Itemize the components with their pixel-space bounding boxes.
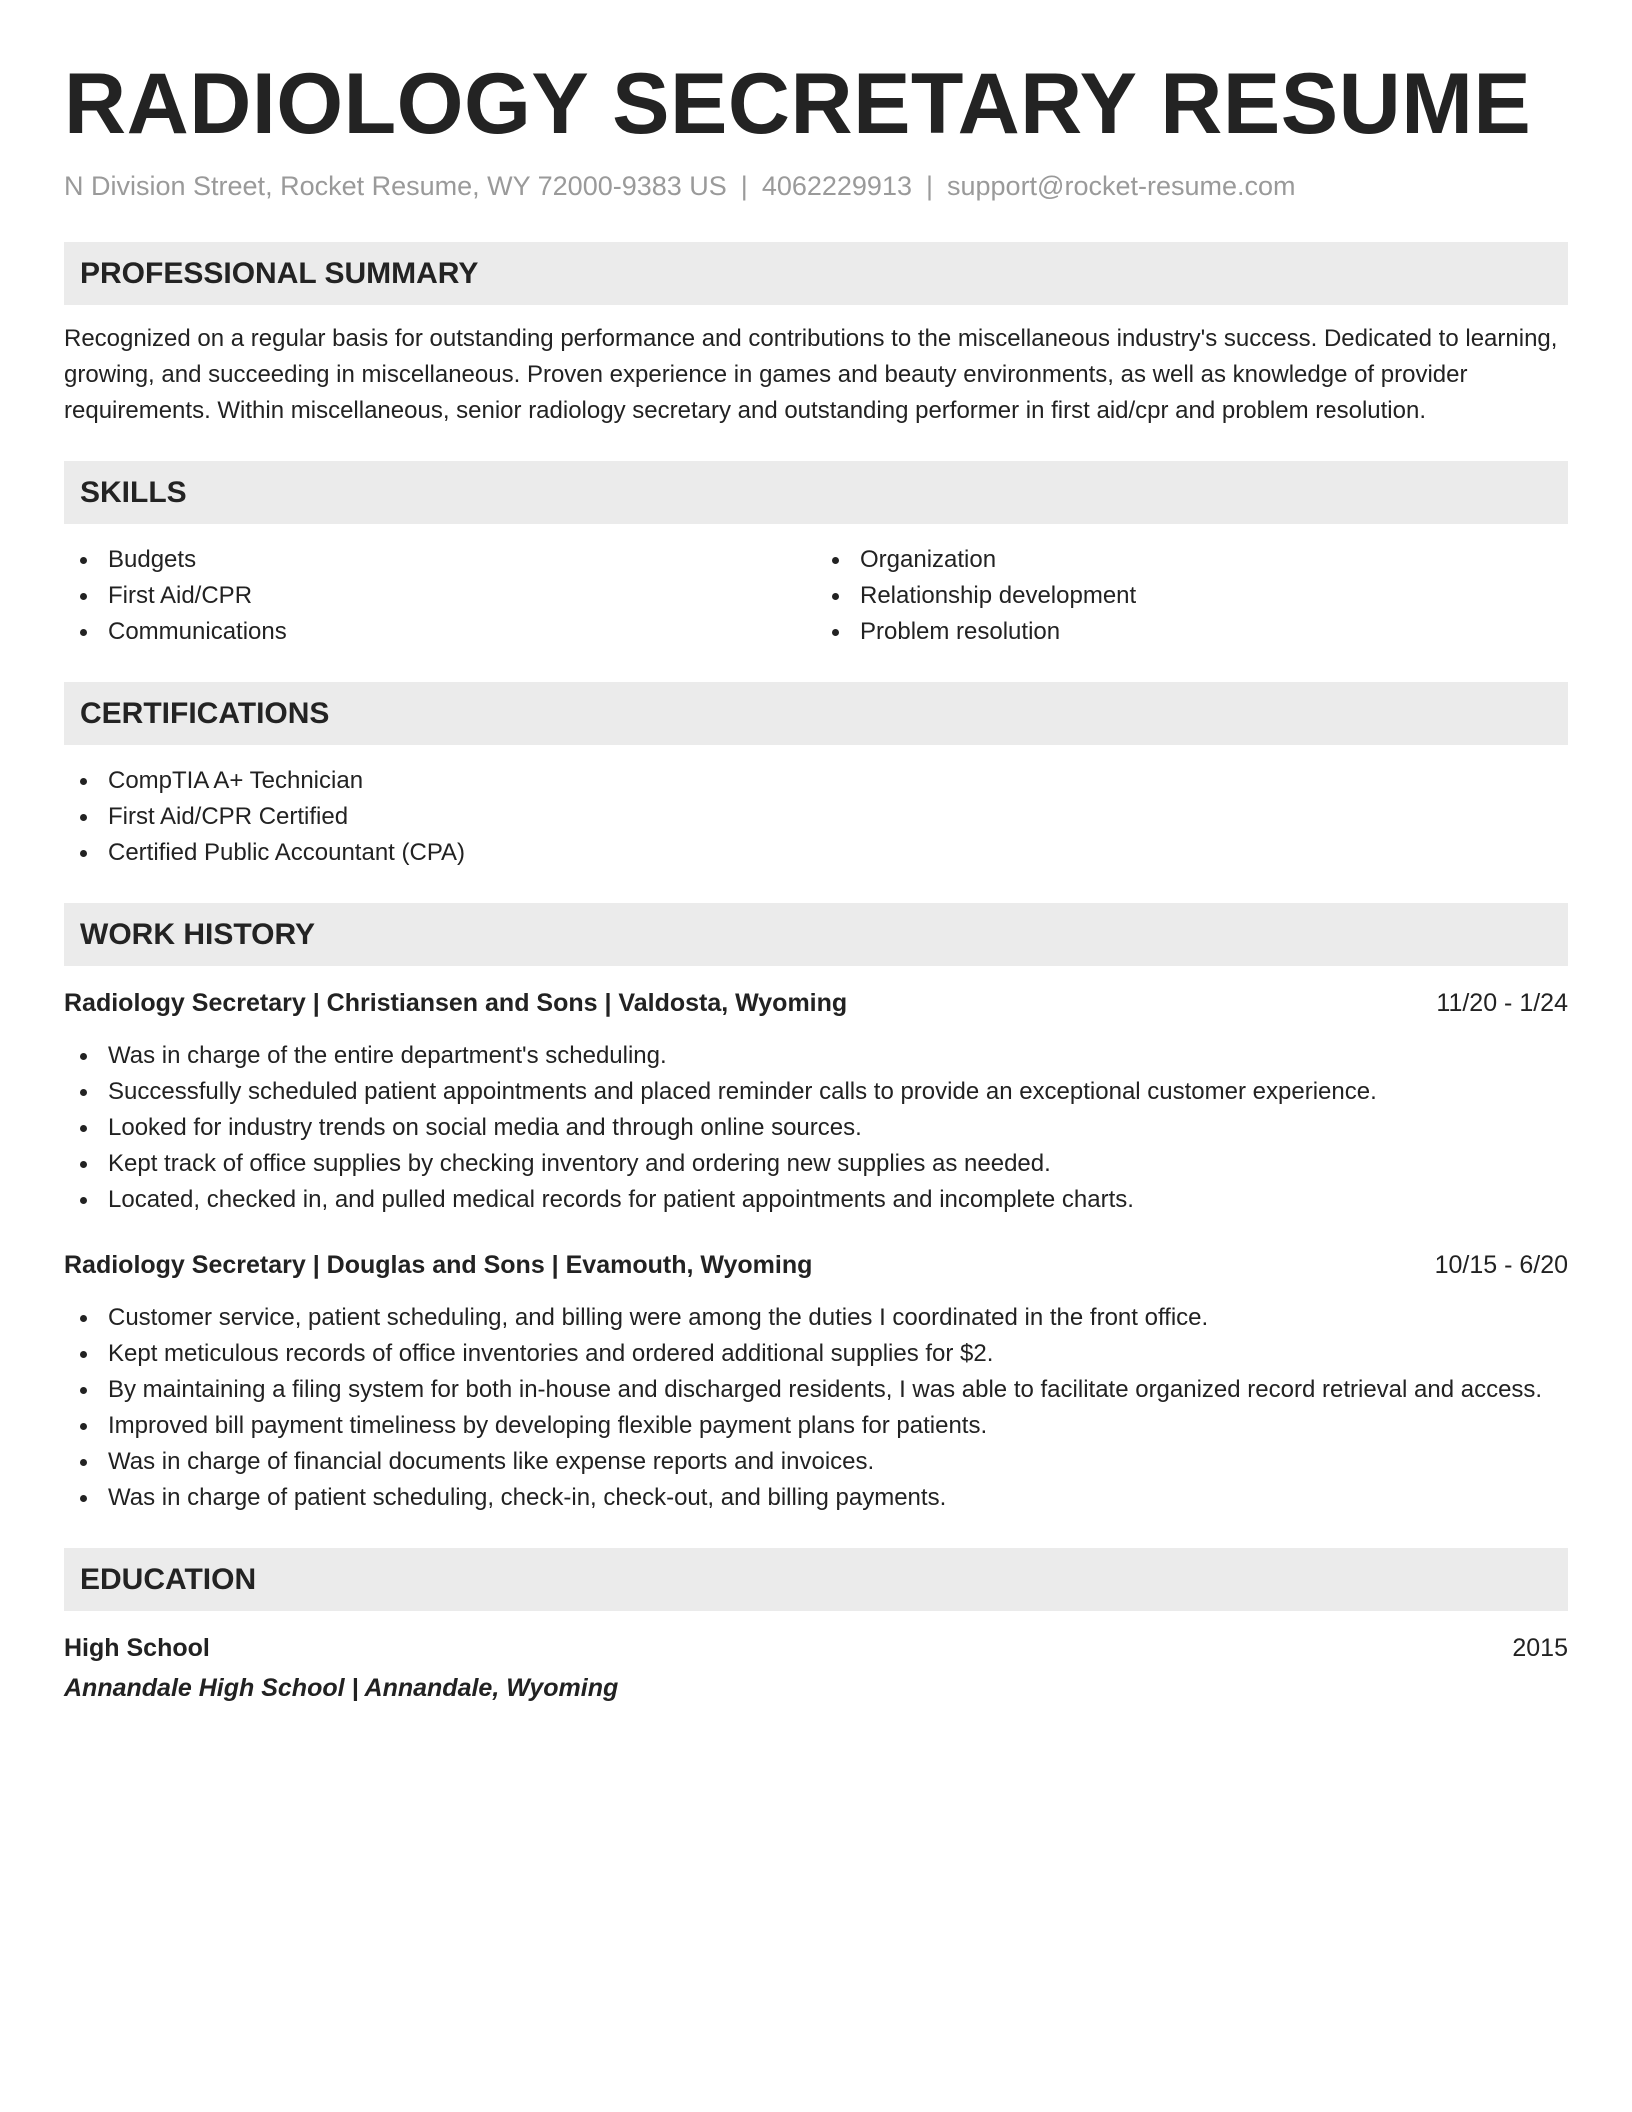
job-header: [64, 986, 1568, 1020]
job-dates: 10/15 - 6/20: [1434, 1251, 1568, 1279]
job-duty: Looked for industry trends on social media and through online sources.: [64, 1110, 1568, 1146]
resume-title: RADIOLOGY SECRETARY RESUME: [64, 56, 1532, 152]
contact-line: [64, 168, 1568, 204]
education-school: Annandale High School | Annandale, Wyoming: [64, 1674, 619, 1702]
certifications-list: [64, 763, 1568, 871]
skill-item: Budgets: [64, 542, 816, 578]
skill-item: Communications: [64, 614, 816, 650]
section-header-skills: SKILLS: [64, 461, 1568, 524]
job-duty: Kept track of office supplies by checking inventory and ordering new supplies as needed.: [64, 1146, 1568, 1182]
job-duty: Was in charge of financial documents like expense reports and invoices.: [64, 1444, 1568, 1480]
job-dates: 11/20 - 1/24: [1436, 989, 1568, 1017]
job-title: Radiology Secretary | Christiansen and Sons | Valdosta, Wyoming: [64, 989, 848, 1017]
skill-item: Organization: [816, 542, 1568, 578]
education-degree: High School: [64, 1634, 210, 1662]
job-header: [64, 1248, 1568, 1282]
contact-email: support@rocket-resume.com: [947, 171, 1296, 201]
section-header-work-history: WORK HISTORY: [64, 903, 1568, 966]
job-title: Radiology Secretary | Douglas and Sons | Evamouth, Wyoming: [64, 1251, 813, 1279]
section-header-education: EDUCATION: [64, 1548, 1568, 1611]
skills-column-right: [816, 542, 1568, 650]
section-header-summary: PROFESSIONAL SUMMARY: [64, 242, 1568, 305]
job-duty: Kept meticulous records of office inventories and ordered additional supplies for $2.: [64, 1336, 1568, 1372]
skill-item: Relationship development: [816, 578, 1568, 614]
skills-column-left: [64, 542, 816, 650]
certification-item: First Aid/CPR Certified: [64, 799, 1568, 835]
job-duty: Successfully scheduled patient appointments and placed reminder calls to provide an exceptional customer experience.: [64, 1074, 1568, 1110]
contact-separator: |: [740, 171, 748, 201]
job-duty: By maintaining a filing system for both in-house and discharged residents, I was able to facilitate organized record retrieval and access.: [64, 1372, 1568, 1408]
job-duty: Improved bill payment timeliness by developing flexible payment plans for patients.: [64, 1408, 1568, 1444]
job-entry: [64, 986, 1568, 1218]
certification-item: Certified Public Accountant (CPA): [64, 835, 1568, 871]
contact-address: N Division Street, Rocket Resume, WY 72000-9383 US: [64, 171, 727, 201]
job-duties-list: [64, 1038, 1568, 1218]
job-entry: [64, 1248, 1568, 1516]
certification-item: CompTIA A+ Technician: [64, 763, 1568, 799]
job-duty: Was in charge of the entire department's scheduling.: [64, 1038, 1568, 1074]
job-duty: Customer service, patient scheduling, and billing were among the duties I coordinated in the front office.: [64, 1300, 1568, 1336]
skill-item: Problem resolution: [816, 614, 1568, 650]
education-header: [64, 1631, 1568, 1665]
job-duty: Located, checked in, and pulled medical records for patient appointments and incomplete charts.: [64, 1182, 1568, 1218]
job-duty: Was in charge of patient scheduling, check-in, check-out, and billing payments.: [64, 1480, 1568, 1516]
section-header-certifications: CERTIFICATIONS: [64, 682, 1568, 745]
contact-phone: 4062229913: [761, 171, 912, 201]
skill-item: First Aid/CPR: [64, 578, 816, 614]
education-year: 2015: [1512, 1634, 1568, 1662]
summary-text: Recognized on a regular basis for outstanding performance and contributions to the miscellaneous industry's success. Dedicated to learning, growing, and succeeding in miscellaneous. Proven experience in games and beauty environments, as well as knowledge of provider requirements. Within miscellaneous, senior radiology secretary and outstanding performer in first aid/cpr and problem resolution.: [64, 325, 1558, 424]
job-duties-list: [64, 1300, 1568, 1516]
skills-list: [64, 542, 1568, 650]
contact-separator: |: [925, 171, 933, 201]
